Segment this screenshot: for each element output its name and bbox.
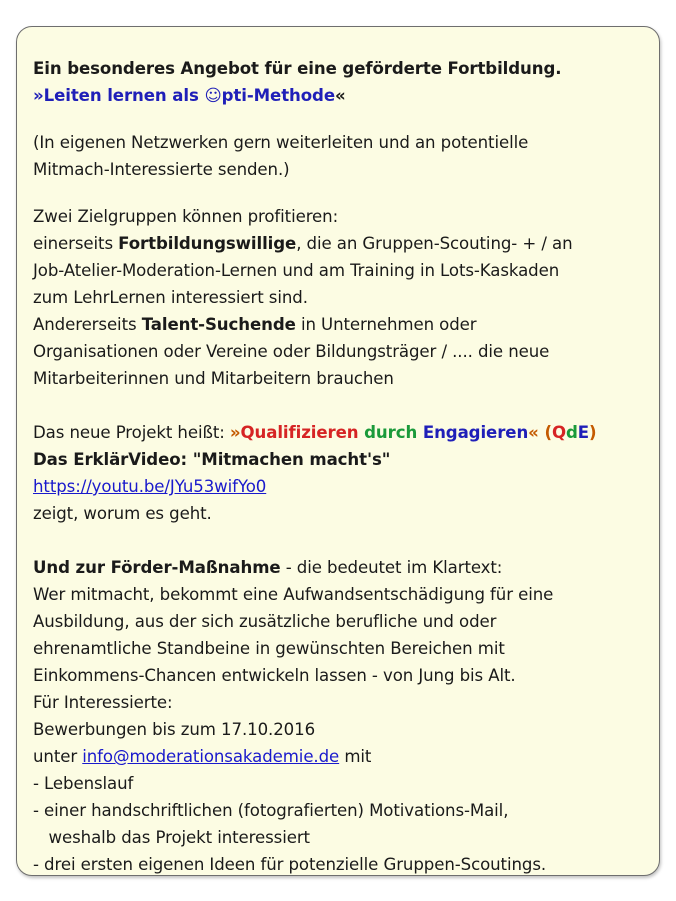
target-line-7: Mitarbeiterinnen und Mitarbeitern brauchen [33, 369, 394, 388]
target-line-6: Organisationen oder Vereine oder Bildungsträger / .... die neue [33, 342, 550, 361]
target-line-2-a: einerseits [33, 234, 119, 253]
acronym-close: ) [588, 423, 597, 442]
funding-line-6: Bewerbungen bis zum 17.10.2016 [33, 720, 316, 739]
target-line-5 [33, 311, 643, 338]
funding-line-1: Wer mitmacht, bekommt eine Aufwandsentschädigung für eine [33, 585, 554, 604]
project-word-engagieren: Engagieren [422, 423, 529, 442]
project-quote-open: » [229, 423, 241, 442]
announcement-content [33, 55, 643, 878]
target-line-5-c: in Unternehmen oder [295, 315, 477, 334]
project-word-durch: durch [358, 423, 423, 442]
acronym-q: Q [551, 423, 566, 442]
project-line [33, 419, 643, 446]
target-line-2-c: , die an Gruppen-Scouting- + / an [296, 234, 573, 253]
funding-line-2: Ausbildung, aus der sich zusätzliche berufliche und oder [33, 612, 497, 631]
project-quote-close: « ( [528, 423, 552, 442]
video-label-text: Das ErklärVideo: "Mitmachen macht's" [33, 450, 391, 469]
quote-open: » [33, 86, 44, 105]
acronym-e: E [577, 423, 589, 442]
funding-title-line [33, 554, 643, 581]
email-link[interactable]: info@moderationsakademie.de [82, 747, 340, 766]
list-item-motivation: - einer handschriftlichen (fotografierten) Motivations-Mail, [33, 801, 509, 820]
funding-title: Und zur Förder-Maßnahme [33, 558, 281, 577]
note-line-1: (In eigenen Netzwerken gern weiterleiten und an potentielle [33, 133, 529, 152]
smiley-icon: ☺ [204, 86, 222, 105]
target-line-2 [33, 230, 643, 257]
funding-line-5: Für Interessierte: [33, 693, 173, 712]
note-line-2: Mitmach-Interessierte senden.) [33, 160, 290, 179]
project-prefix: Das neue Projekt heißt: [33, 423, 230, 442]
funding-line-7 [33, 743, 643, 770]
quote-close: « [335, 86, 346, 105]
target-line-4: zum LehrLernen interessiert sind. [33, 288, 308, 307]
subheadline-text-1: Leiten lernen als [43, 86, 205, 105]
list-item-ideas: - drei ersten eigenen Ideen für potenzielle Gruppen-Scoutings. [33, 855, 547, 874]
project-word-qualifizieren: Qualifizieren [240, 423, 359, 442]
target-group-2: Talent-Suchende [141, 315, 296, 334]
video-after: zeigt, worum es geht. [33, 504, 212, 523]
headline-text: Ein besonderes Angebot für eine geförderte Fortbildung. [33, 59, 562, 78]
target-group-1: Fortbildungswillige [118, 234, 297, 253]
funding-title-after: - die bedeutet im Klartext: [280, 558, 503, 577]
acronym-d: d [565, 423, 578, 442]
target-line-1: Zwei Zielgruppen können profitieren: [33, 207, 339, 226]
list-item-motivation-cont: weshalb das Projekt interessiert [33, 828, 310, 847]
video-link[interactable]: https://youtu.be/JYu53wifYo0 [33, 477, 267, 496]
funding-line-3: ehrenamtliche Standbeine in gewünschten Bereichen mit [33, 639, 505, 658]
funding-line-7-c: mit [339, 747, 372, 766]
subheadline [33, 82, 643, 109]
target-line-5-a: Andererseits [33, 315, 142, 334]
funding-line-4: Einkommens-Chancen entwickeln lassen - von Jung bis Alt. [33, 666, 516, 685]
video-link-line [33, 473, 643, 500]
target-line-3: Job-Atelier-Moderation-Lernen und am Training in Lots-Kaskaden [33, 261, 560, 280]
funding-line-7-a: unter [33, 747, 83, 766]
subheadline-text-2: pti-Methode [221, 86, 335, 105]
headline [33, 55, 643, 82]
video-label [33, 446, 643, 473]
list-item-cv: - Lebenslauf [33, 774, 134, 793]
